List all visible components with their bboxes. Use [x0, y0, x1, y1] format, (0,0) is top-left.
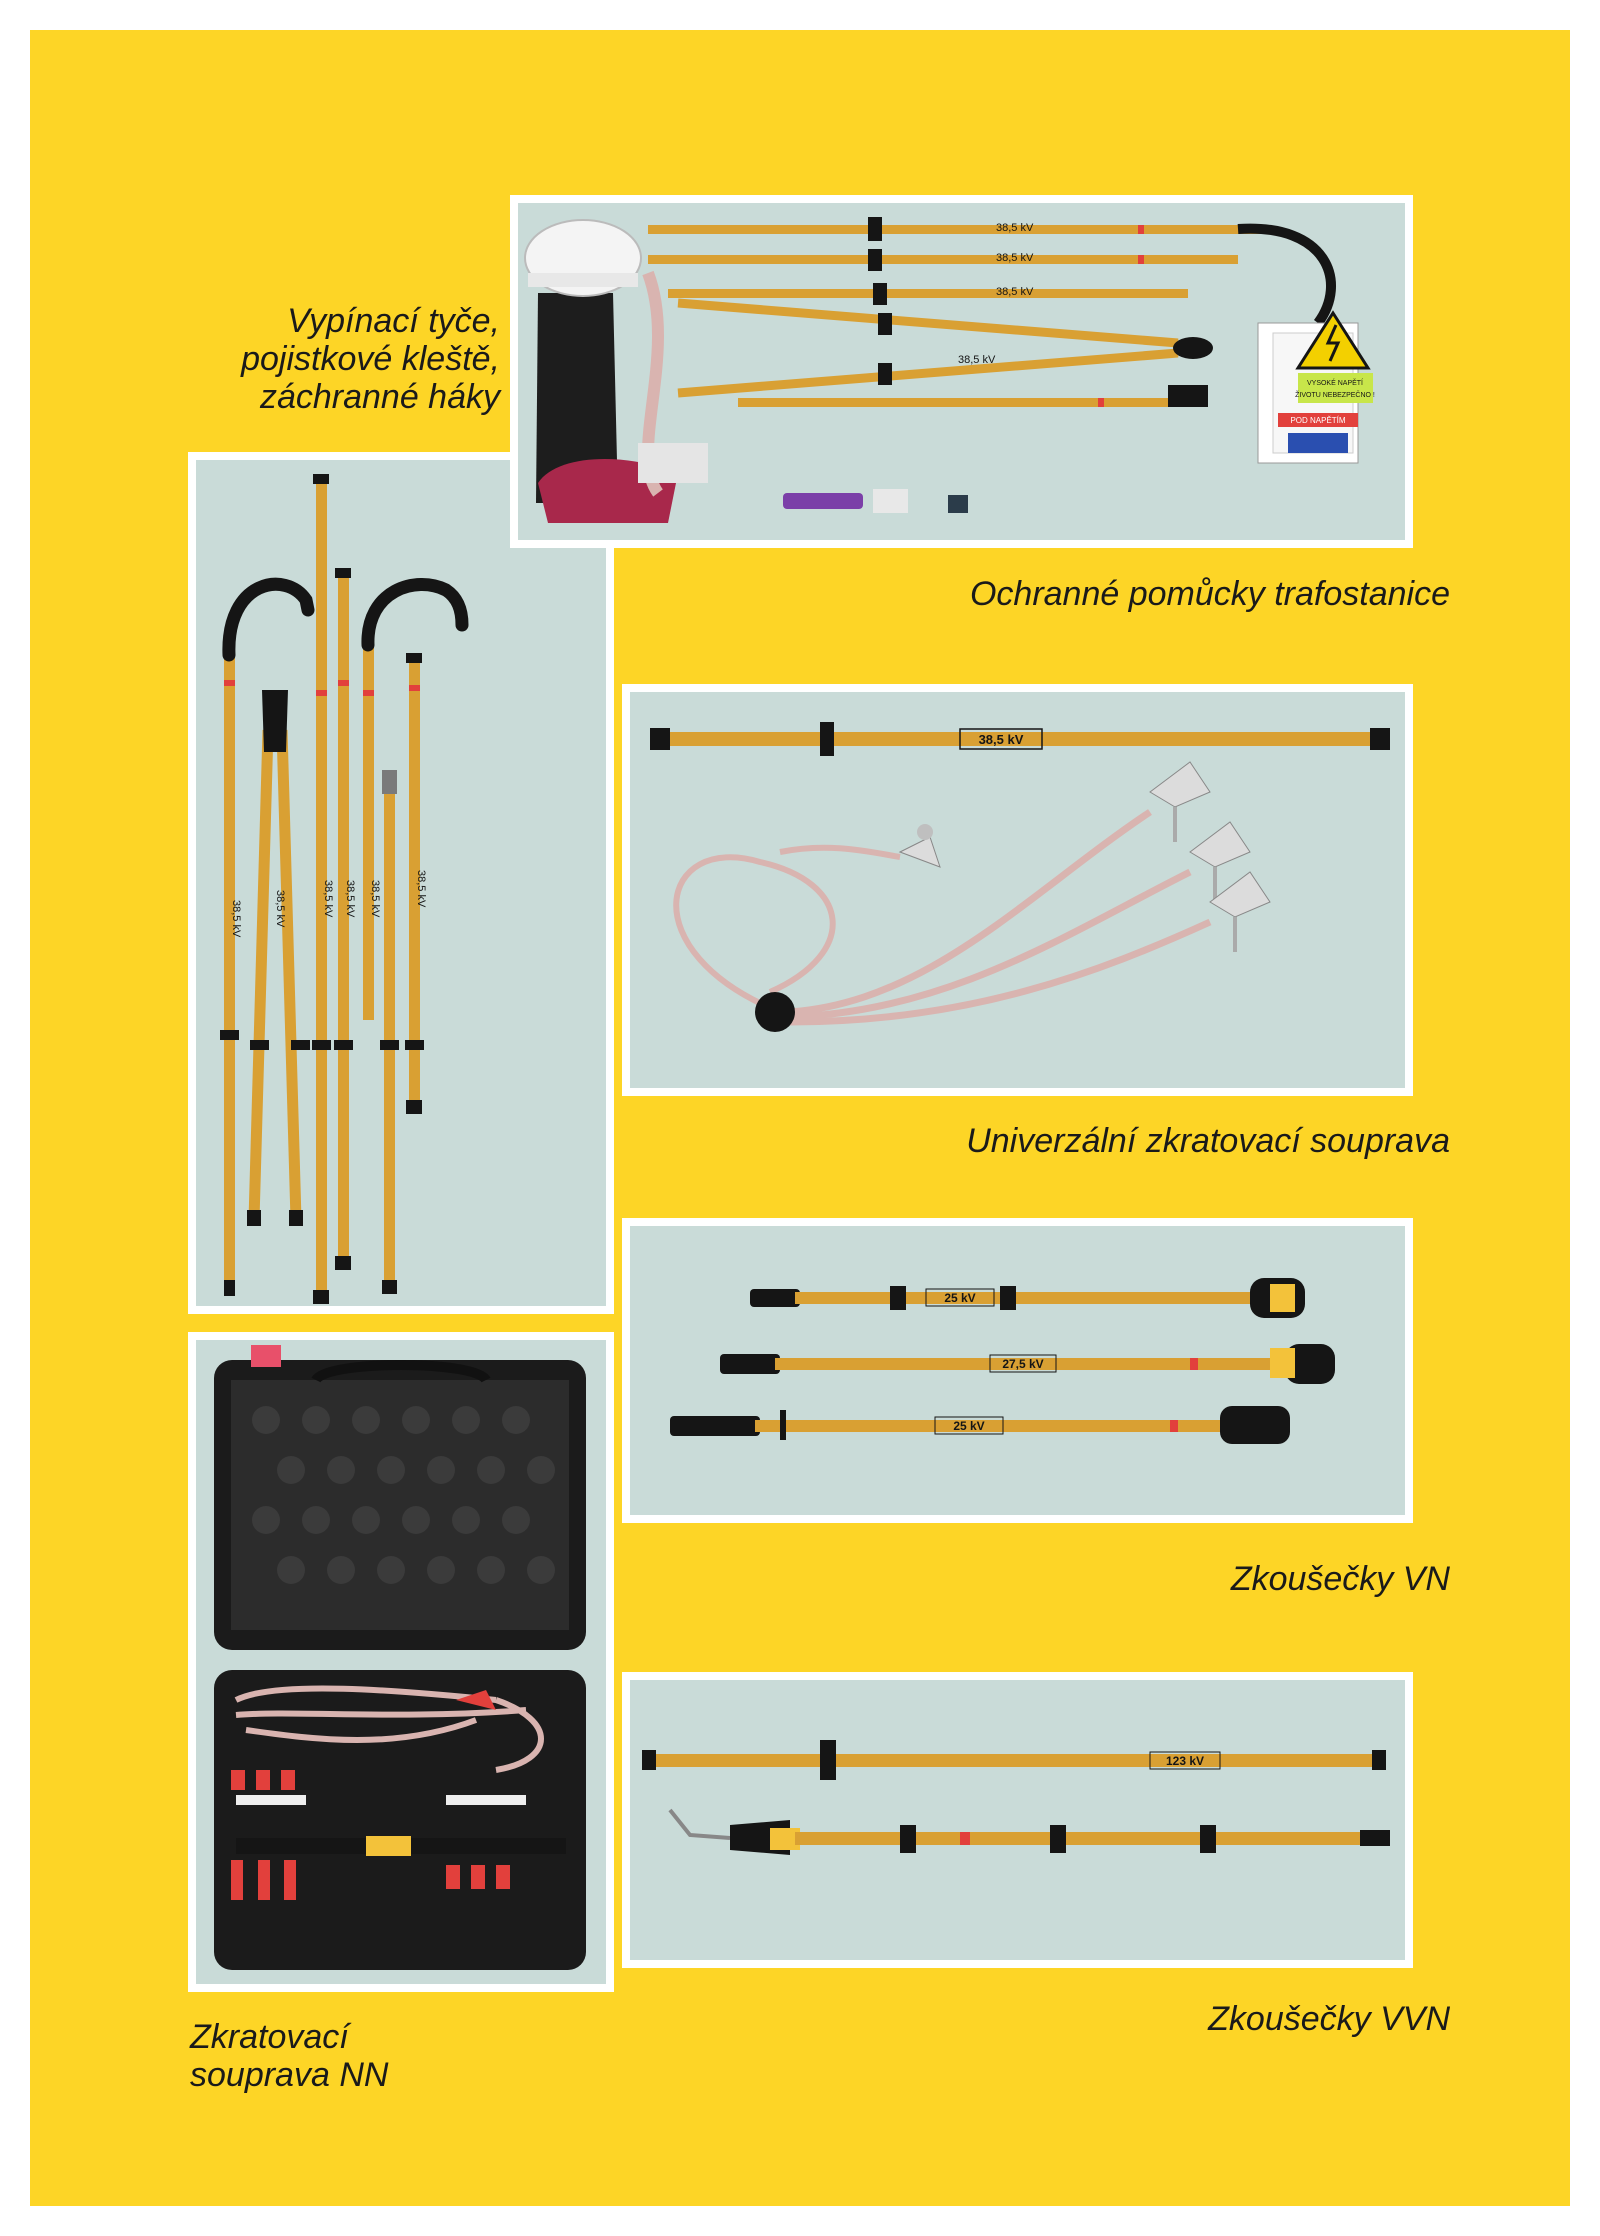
- tester-vn-3: [755, 1420, 1225, 1432]
- photo-switching-rods: [188, 452, 614, 1314]
- rod-label: 38,5 kV: [996, 286, 1034, 298]
- catalogue-page: [30, 30, 1570, 2206]
- voltage-tester: [783, 493, 863, 509]
- testers-vvn-illustration: [630, 1680, 1405, 1960]
- photo-nn-kit-case: [188, 1332, 614, 1992]
- rod-label: 38,5 kV: [344, 880, 356, 918]
- tester-label: 27,5 kV: [1002, 1357, 1044, 1371]
- rod-label: 38,5 kV: [958, 354, 996, 366]
- tester-label: 25 kV: [944, 1291, 976, 1305]
- caption-testers-vn: Zkoušečky VN: [1230, 1560, 1450, 1598]
- rod-label: 38,5 kV: [996, 222, 1034, 234]
- hook-rod-1: [224, 650, 235, 1290]
- testers-vn-illustration: [630, 1226, 1405, 1515]
- tester-vvn-body: [795, 1832, 1370, 1845]
- warning-line: VYSOKÉ NAPĚTÍ: [1306, 380, 1364, 387]
- shortkit-illustration: [630, 692, 1405, 1088]
- station-illustration: [518, 203, 1405, 540]
- photo-testers-vvn: [622, 1672, 1413, 1968]
- photo-testers-vn: [622, 1218, 1413, 1523]
- tester-label: 123 kV: [1165, 1754, 1205, 1768]
- fuse-tongs-head: [262, 690, 288, 752]
- case-tag: [251, 1345, 281, 1367]
- tester-vvn-rod: [650, 1754, 1380, 1767]
- photo-short-circuit-kit: [622, 684, 1413, 1096]
- caption-short-circuit-kit: Univerzální zkratovací souprava: [966, 1122, 1450, 1160]
- photo-station-equipment: [510, 195, 1413, 548]
- caption-station: Ochranné pomůcky trafostanice: [969, 575, 1450, 613]
- sign-red-text: POD NAPĚTÍM: [1290, 416, 1346, 425]
- rod-label: 38,5 kV: [415, 870, 427, 908]
- rod-label: 38,5 kV: [230, 900, 242, 938]
- earthing-clamps: [638, 443, 708, 483]
- padlock: [948, 495, 968, 513]
- rod-label: 38,5 kV: [996, 252, 1034, 264]
- rods-illustration: [196, 460, 606, 1306]
- caption-testers-vvn: Zkoušečky VVN: [1208, 2000, 1450, 2038]
- rod-label: 38,5 kV: [274, 890, 286, 928]
- tester-vn-1: [795, 1292, 1265, 1304]
- rod-label: 38,5 kV: [322, 880, 334, 918]
- nn-case-illustration: [196, 1340, 606, 1984]
- warning-line: ŽIVOTU NEBEZPEČNO !: [1295, 392, 1375, 399]
- rod-label: 38,5 kV: [369, 880, 381, 918]
- tester-label: 25 kV: [953, 1419, 985, 1433]
- rod-label: 38,5 kV: [978, 732, 1024, 747]
- cable-junction: [755, 992, 795, 1032]
- caption-nn-kit: Zkratovací souprava NN: [190, 2018, 389, 2094]
- caption-rods: Vypínací tyče, pojistkové kleště, záchranné háky: [241, 302, 500, 416]
